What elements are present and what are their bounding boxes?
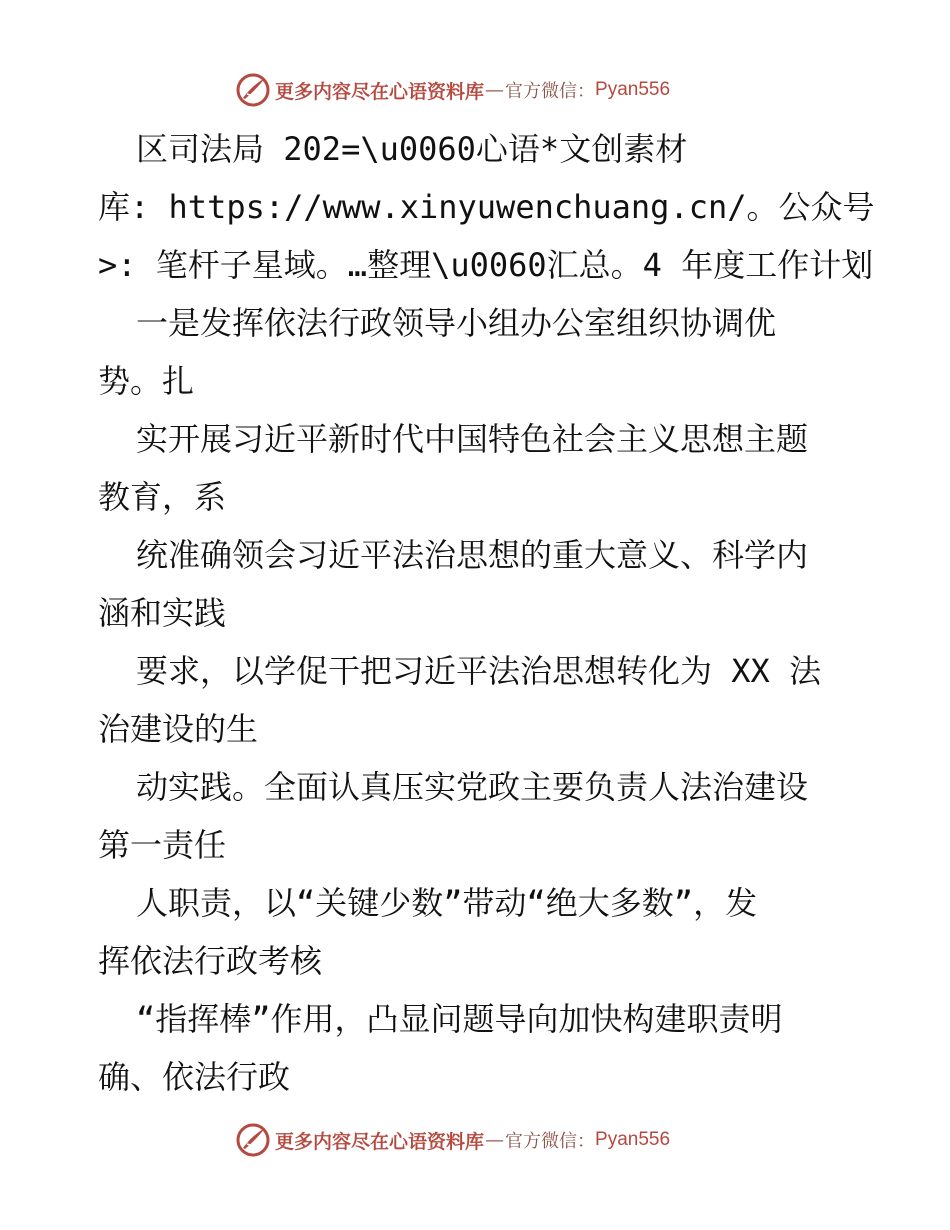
body-line: 教育，系 bbox=[98, 478, 227, 516]
body-line: 实开展习近平新时代中国特色社会主义思想主题 bbox=[136, 420, 809, 458]
body-line: “指挥棒”作用，凸显问题导向加快构建职责明 bbox=[136, 1000, 783, 1038]
body-line: 库: https://www.xinyuwenchuang.cn/。公众号 bbox=[98, 188, 875, 226]
body-line: 挥依法行政考核 bbox=[98, 942, 323, 980]
body-line: 动实践。全面认真压实党政主要负责人法治建设 bbox=[136, 768, 809, 806]
body-line: 治建设的生 bbox=[98, 710, 259, 748]
footer-watermark-banner bbox=[235, 1120, 715, 1160]
body-line: 统准确领会习近平法治思想的重大意义、科学内 bbox=[136, 536, 809, 574]
quill-logo-icon bbox=[235, 72, 271, 108]
banner-wechat-id: Pyan556 bbox=[595, 79, 671, 100]
body-line: 势。扎 bbox=[98, 362, 195, 400]
header-watermark-banner bbox=[235, 70, 715, 110]
body-line: 要求，以学促干把习近平法治思想转化为 XX 法 bbox=[136, 652, 822, 690]
banner-text: 更多内容尽在心语资料库 bbox=[275, 1130, 485, 1153]
banner-wechat-id: Pyan556 bbox=[595, 1129, 671, 1150]
body-line: 一是发挥依法行政领导小组办公室组织协调优 bbox=[136, 304, 777, 342]
body-line: >: 笔杆子星域。…整理\u0060汇总。4 年度工作计划 bbox=[98, 246, 874, 284]
quill-logo-icon bbox=[235, 1122, 271, 1158]
body-line: 涵和实践 bbox=[98, 594, 227, 632]
body-line: 人职责，以“关键少数”带动“绝大多数”，发 bbox=[136, 884, 758, 922]
banner-dash: — bbox=[485, 79, 505, 101]
banner-text: 更多内容尽在心语资料库 bbox=[275, 80, 485, 103]
banner-dash: — bbox=[485, 1129, 505, 1151]
banner-contact-label: 官方微信： bbox=[505, 1131, 596, 1152]
body-line: 区司法局 202=\u0060心语*文创素材 bbox=[136, 130, 688, 168]
body-line: 第一责任 bbox=[98, 826, 227, 864]
body-line: 确、依法行政 bbox=[98, 1058, 291, 1096]
banner-contact-label: 官方微信： bbox=[505, 81, 596, 102]
